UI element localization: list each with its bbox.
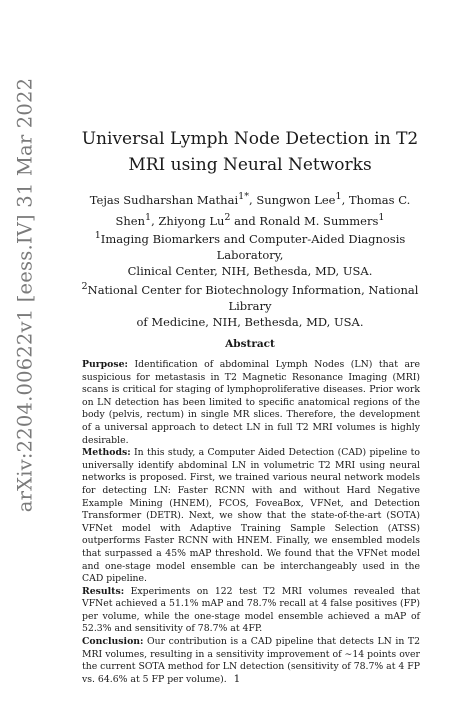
author-affiliation-mark: 1*: [238, 191, 250, 202]
conclusion-text: Our contribution is a CAD pipeline that detects LN in T2 MRI volumes, resulting in a sensitivity improvement of ∼14 points over the current SOTA method for LN detection (sensitivity of 78.7% at 4 FP vs. 64.6% at 5 FP per volume).: [82, 636, 420, 685]
abstract-body: [82, 359, 420, 686]
author-affiliation-mark: 1: [378, 211, 385, 223]
abstract-heading: Abstract: [225, 338, 275, 350]
author-name: , Zhiyong Lu: [151, 213, 225, 228]
affiliation-1-line-2: Clinical Center, NIH, Bethesda, MD, USA.: [127, 263, 373, 278]
abstract-methods: [82, 447, 420, 586]
author-list: [60, 188, 440, 230]
author-name: Tejas Sudharshan Mathai: [89, 192, 239, 207]
affiliation-mark: 1: [94, 230, 101, 241]
results-text: Experiments on 122 test T2 MRI volumes revealed that VFNet achieved a 51.1% mAP and 78.7% recall at 4 false positives (FP) per volume, while the one-stage model ensemble achieved a mAP of 52.3% and sensitivity of 78.7% at 4FP.: [82, 585, 420, 635]
arxiv-identifier: arXiv:2204.00622v1 [eess.IV] 31 Mar 2022: [13, 77, 37, 513]
arxiv-sidebar: [8, 77, 42, 513]
author-affiliation-mark: 1: [335, 191, 342, 202]
purpose-text: Identification of abdominal Lymph Nodes (LN) that are suspicious for metastasis in T2 Magnetic Resonance Imaging (MRI) scans is critical for staging of lymphoproliferative diseases. Prior work on LN detection has been limited to specific anatomical regions of the body (pelvis, rectum) in single MR slices. Therefore, the development of a universal approach to detect LN in full T2 MRI volumes is highly desirable.: [82, 359, 420, 446]
author-affiliation-mark: 2: [224, 211, 231, 223]
methods-text: In this study, a Computer Aided Detection (CAD) pipeline to universally identify abdominal LN in volumetric T2 MRI using neural networks is proposed. First, we trained various neural network models for detecting LN: Faster RCNN with and without Hard Negative Example Mining (HNEM), FCOS, FoveaBox, VFNet, and Detection Transformer (DETR). Next, we show that the state-of-the-art (SOTA) VFNet model with Adaptive Training Sample Selection (ATSS) outperforms Faster RCNN with HNEM. Finally, we ensembled models that surpassed a 45% mAP threshold. We found that the VFNet model and one-stage model ensemble can be interchangeably used in the CAD pipeline.: [82, 447, 420, 585]
author-name: , Thomas C.: [341, 192, 411, 207]
abstract-purpose: [82, 359, 420, 447]
title-line-2: MRI using Neural Networks: [128, 155, 372, 175]
affiliation-1-line-1: $^1$Imaging Biomarkers and Computer-Aided Diagnosis Laboratory,: [94, 230, 406, 262]
author-line-1: [60, 188, 440, 209]
affiliation-mark: 2: [81, 280, 88, 292]
results-label: Results:: [82, 585, 125, 597]
affiliation-2-line-2: of Medicine, NIH, Bethesda, MD, USA.: [136, 314, 364, 329]
page-number: 1: [233, 673, 241, 685]
affiliation-2-line-1: $^2$National Center for Biotechnology Information, National Library: [81, 280, 419, 313]
author-name: , Sungwon Lee: [249, 192, 336, 207]
author-affiliation-mark: 1: [145, 211, 152, 223]
author-name: and Ronald M. Summers: [230, 213, 379, 228]
purpose-label: Purpose:: [82, 359, 128, 370]
paper-title: [60, 126, 440, 178]
conclusion-label: Conclusion:: [82, 636, 144, 648]
abstract-results: [82, 586, 420, 636]
methods-label: Methods:: [82, 447, 131, 459]
author-name: Shen: [115, 213, 145, 228]
title-line-1: Universal Lymph Node Detection in T2: [81, 129, 419, 149]
affiliations: [60, 228, 440, 330]
author-line-2: [60, 209, 440, 230]
